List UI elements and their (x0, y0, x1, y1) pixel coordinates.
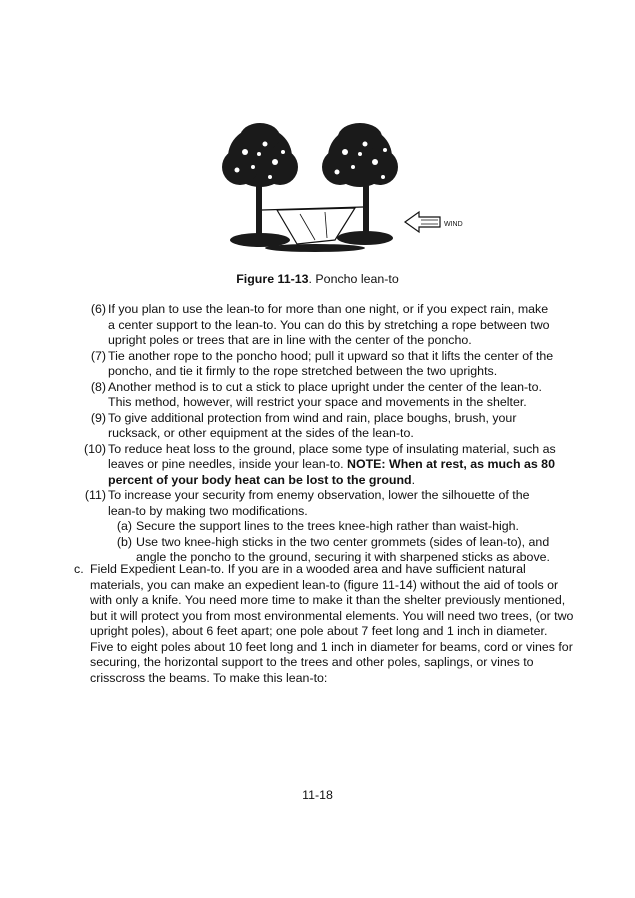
section-c-text: Field Expedient Lean-to. If you are in a wooded area and have sufficient natural materials, you can make an expedient lean-to (figure 11-14) without the aid of tools or with only a knife. You need more time to make it than the shelter previously mentioned, but it will protect you from most environmental elements. You will need two trees, (or two upright poles), about 6 feet apart; one pole about 7 feet long and 1 inch in diameter. Five to eight poles about 10 feet long and 1 inch in diameter for beams, cord or vines for securing, the horizontal support to the trees and other poles, saplings, or vines to crisscross the beams. To make this lean-to: (90, 562, 574, 685)
list-item-number: (10) (83, 441, 106, 456)
wind-label: WIND (444, 221, 463, 228)
list-item-number: (6) (90, 302, 106, 316)
section-c-paragraph (74, 562, 574, 686)
section-c-label: c. (74, 562, 84, 576)
sub-list-item-text: Secure the support lines to the trees knee-high rather than waist-high. (136, 519, 519, 533)
poncho-lean-to-figure (215, 122, 465, 264)
list-item-text: If you plan to use the lean-to for more than one night, or if you expect rain, make a center support to the lean-to. You can do this by stretching a rope between two upright poles or trees that are in line with the center of the poncho. (108, 302, 550, 347)
sub-list-item-text: Use two knee-high sticks in the two center grommets (sides of lean-to), and angle the poncho to the ground, securing it with sharpened sticks as above. (136, 534, 550, 564)
figure-caption-title: . Poncho lean-to (308, 272, 399, 286)
list-item-text: To give additional protection from wind and rain, place boughs, brush, your rucksack, or other equipment at the sides of the lean-to. (108, 410, 517, 440)
list-item (82, 380, 557, 411)
heat-loss-note: NOTE: When at rest, as much as 80 percent of your body heat can be lost to the ground (108, 457, 555, 487)
sub-list-item (82, 535, 557, 566)
list-item-number: (8) (90, 379, 106, 394)
list-item-text: To increase your security from enemy observation, lower the silhouette of the lean-to by making two modifications. (108, 488, 530, 518)
list-item-number: (9) (90, 410, 106, 425)
list-item-text: Another method is to cut a stick to place upright under the center of the lean-to. This method, however, will restrict your space and movements in the shelter. (108, 379, 542, 409)
poncho-lean-to-illustration (215, 122, 465, 264)
list-item (82, 349, 557, 380)
list-item (82, 442, 557, 489)
list-item-text: Tie another rope to the poncho hood; pull it upward so that it lifts the center of the poncho, and tie it firmly to the rope stretched between the two uprights. (108, 348, 554, 378)
list-item (82, 411, 557, 442)
wind-arrow-icon (405, 212, 440, 232)
sub-list-item-letter: (b) (116, 534, 132, 549)
list-item-text-end: . (411, 472, 416, 487)
list-item-number: (7) (90, 348, 106, 363)
list-item-text: To reduce heat loss to the ground, place some type of insulating material, such as leaves or pine needles, inside your lean-to. (108, 441, 556, 471)
figure-caption (0, 272, 635, 288)
list-item (82, 302, 557, 349)
list-item-number: (11) (84, 488, 106, 502)
list-item (82, 488, 557, 519)
sub-list-item (82, 519, 557, 535)
figure-caption-number: Figure 11-13 (236, 272, 309, 286)
page-number: 11-18 (302, 788, 333, 802)
instruction-list (82, 302, 557, 566)
sub-list-item-letter: (a) (116, 519, 132, 533)
